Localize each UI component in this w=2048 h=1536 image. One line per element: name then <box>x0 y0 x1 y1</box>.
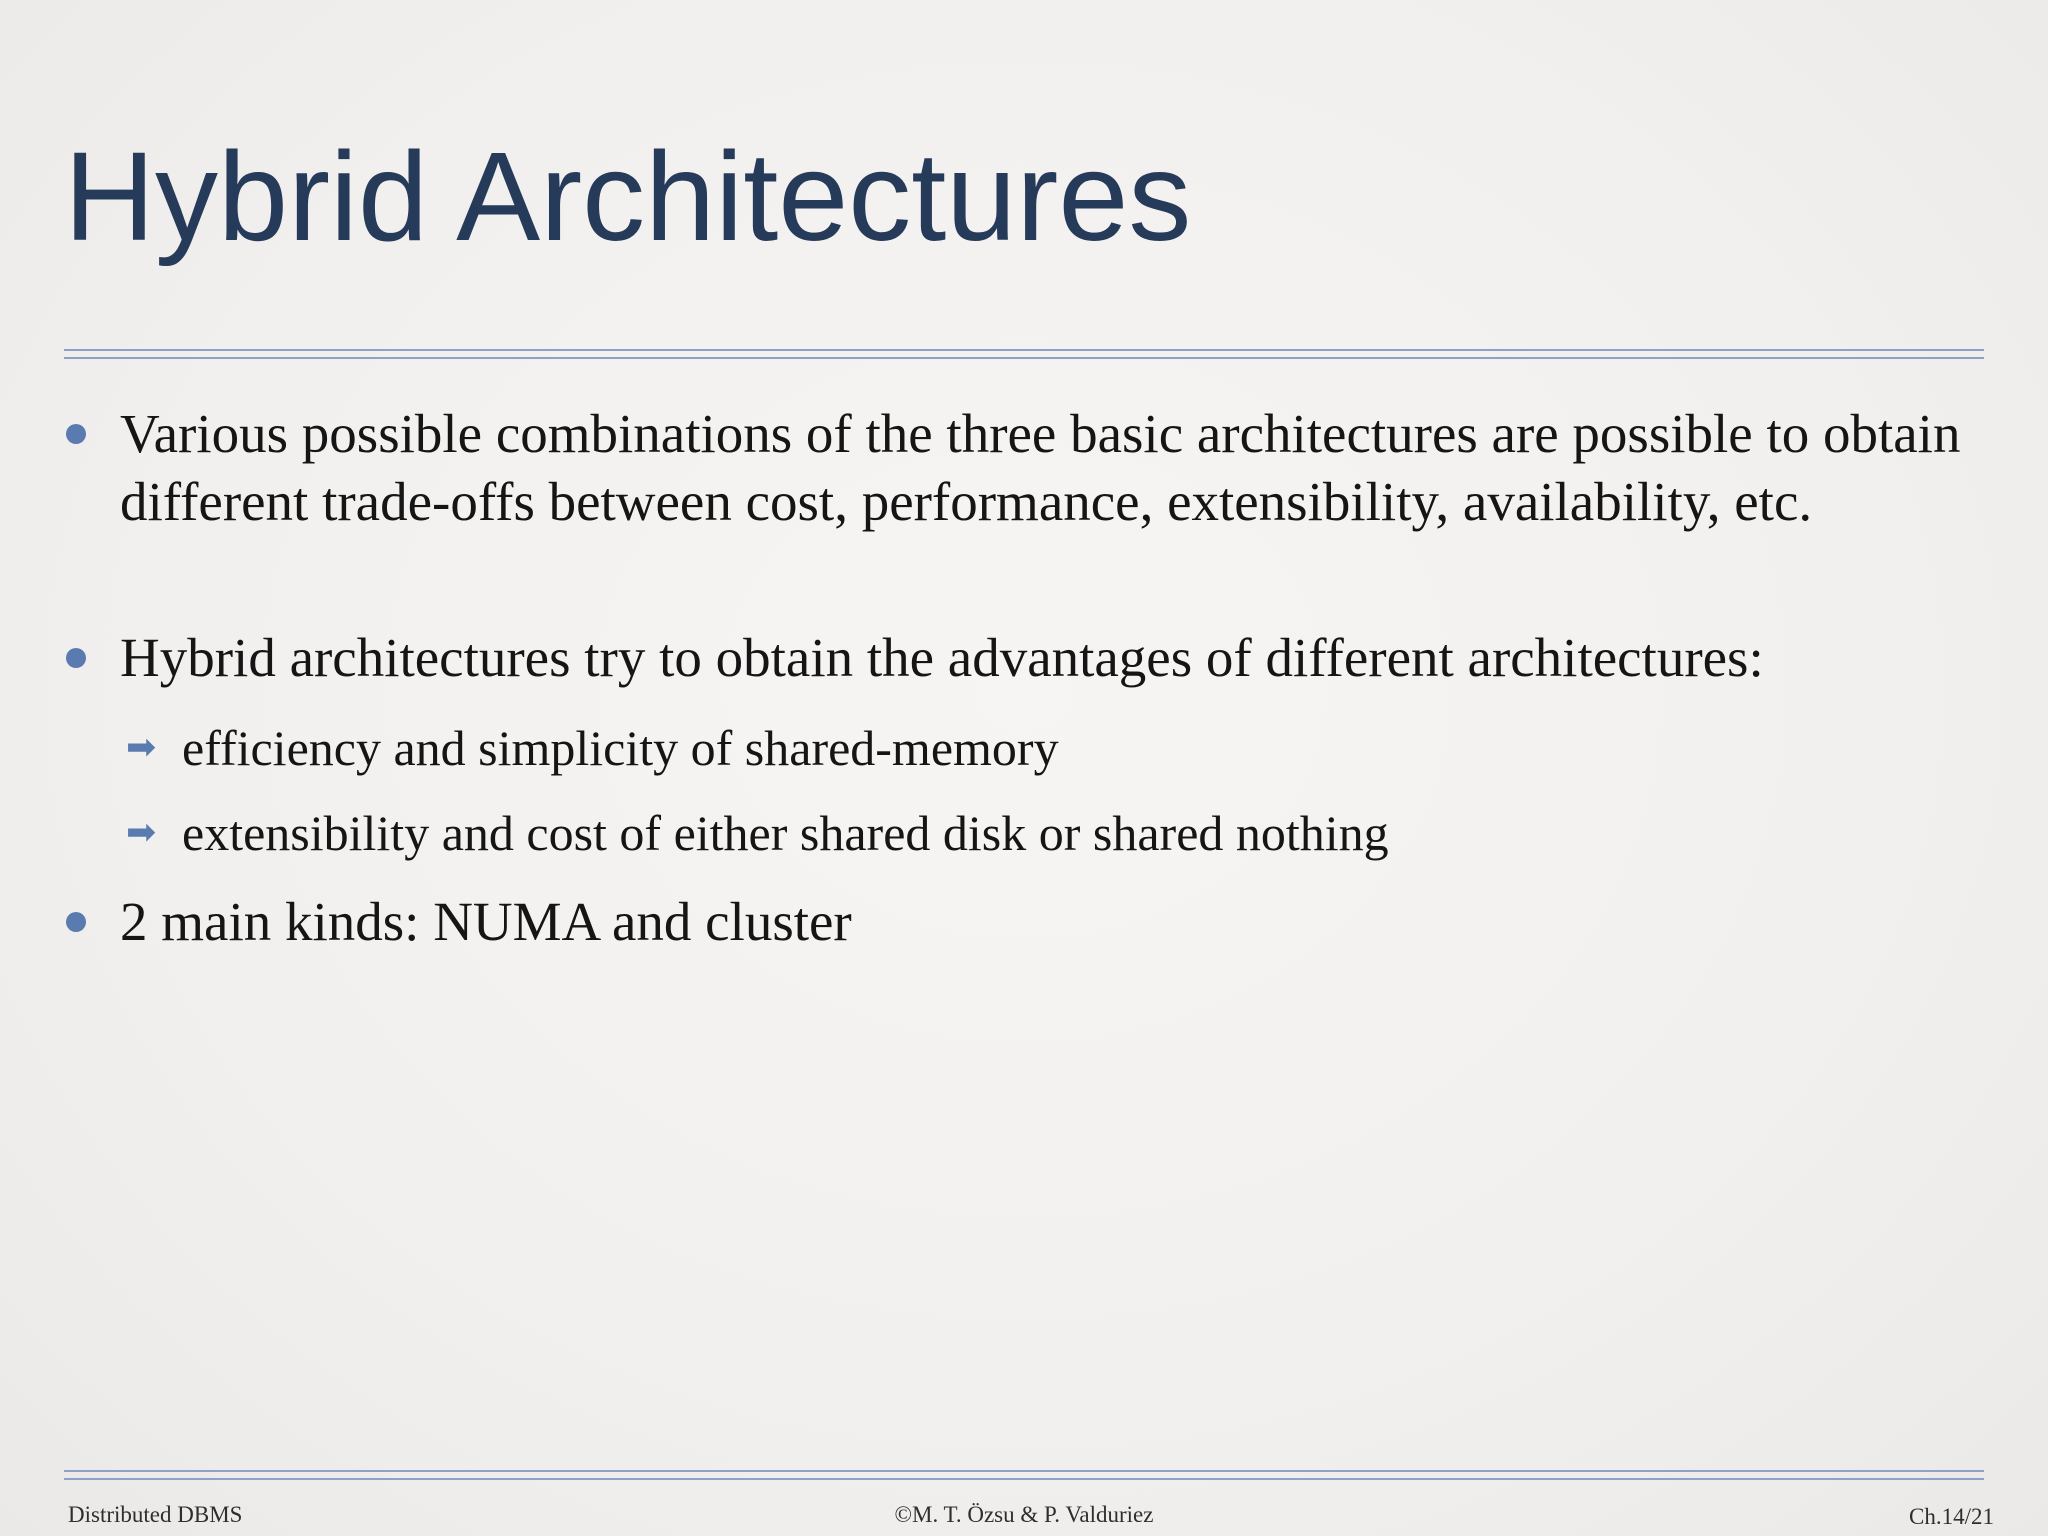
right-arrow-icon: ➡ <box>126 727 157 768</box>
sub-bullet-item <box>126 716 1059 780</box>
footer-copyright: ©M. T. Özsu & P. Valduriez <box>894 1502 1154 1527</box>
bullet-text: 2 main kinds: NUMA and cluster <box>120 891 852 952</box>
title-divider-bottom <box>64 357 1984 359</box>
bullet-text: Various possible combinations of the three basic architectures are possible to obtain different trade-offs between cost, performance, extensibility, availability, etc. <box>120 403 1961 532</box>
footer-divider-top <box>64 1470 1984 1472</box>
bullet-dot-icon <box>66 912 86 932</box>
footer-page-number: Ch.14/21 <box>1909 1504 1994 1529</box>
sub-bullet-item <box>126 801 1389 865</box>
footer-course-name: Distributed DBMS <box>68 1502 243 1527</box>
bullet-item <box>120 624 2000 692</box>
right-arrow-icon: ➡ <box>126 812 157 853</box>
sub-bullet-text: extensibility and cost of either shared disk or shared nothing <box>182 805 1389 861</box>
bullet-item <box>120 400 2000 536</box>
bullet-dot-icon <box>66 424 86 444</box>
bullet-dot-icon <box>66 648 86 668</box>
footer-divider-bottom <box>64 1478 1984 1480</box>
bullet-item <box>120 888 2000 956</box>
slide-title: Hybrid Architectures <box>64 126 1192 267</box>
title-divider-top <box>64 349 1984 351</box>
bullet-text: Hybrid architectures try to obtain the advantages of different architectures: <box>120 627 1764 688</box>
sub-bullet-text: efficiency and simplicity of shared-memory <box>182 720 1059 776</box>
